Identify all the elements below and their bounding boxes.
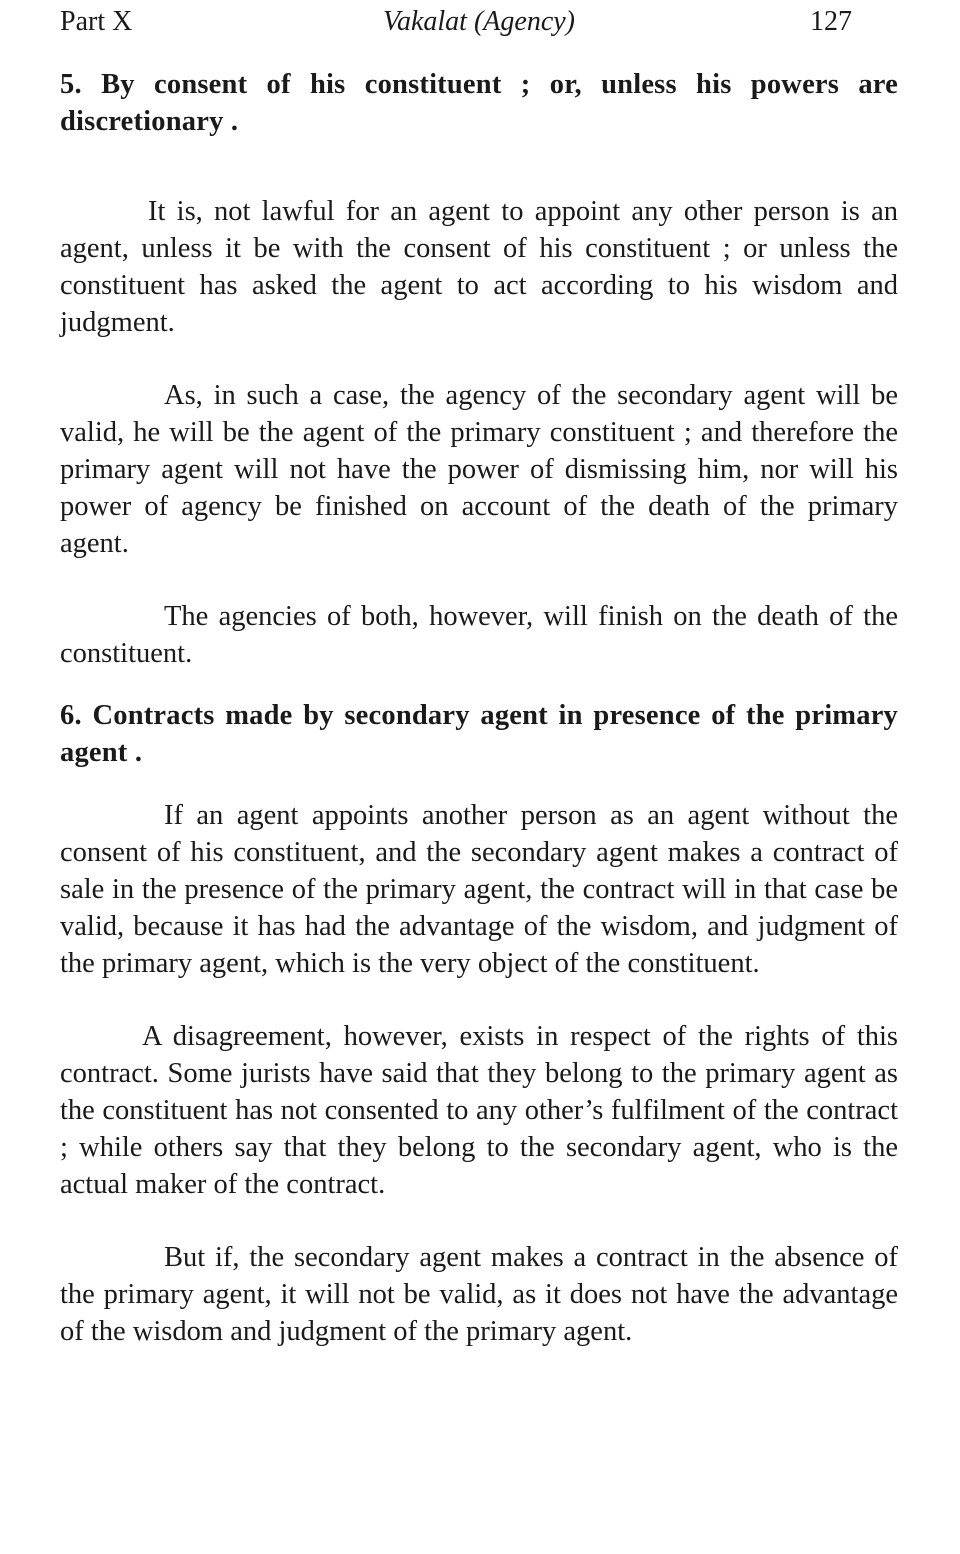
page-body	[60, 66, 898, 1350]
paragraph-6: But if, the secondary agent makes a contract in the absence of the primary agent, it will not be valid, as it does not have the advantage of the wisdom and judgment of the primary agent.	[60, 1242, 898, 1347]
section-heading-5: 5. By consent of his constituent ; or, unless his powers are discretionary .	[60, 69, 898, 137]
document-page	[60, 0, 898, 1554]
paragraph-5: A disagreement, however, exists in respect of the rights of this contract. Some jurists have said that they belong to the primary agent as the constituent has not consented to any other’s fulfilment of the contract ; while others say that they belong to the secondary agent, who is the actual maker of the contract.	[60, 1021, 898, 1200]
section-heading-6: 6. Contracts made by secondary agent in presence of the primary agent .	[60, 700, 898, 768]
running-title-main: Vakalat	[382, 6, 474, 37]
part-label: Part X	[60, 6, 133, 37]
running-title-paren: (Agency)	[473, 6, 576, 37]
page-number: 127	[810, 6, 852, 37]
running-title	[60, 4, 898, 40]
paragraph-2: As, in such a case, the agency of the secondary agent will be valid, he will be the agent of the primary constituent ; and therefore the primary agent will not have the power of dismissing him, nor will his power of agency be finished on account of the death of the primary agent.	[60, 380, 898, 559]
paragraph-4: If an agent appoints another person as an agent without the consent of his constituent, and the secondary agent makes a contract of sale in the presence of the primary agent, the contract will in that case be valid, because it has had the advantage of the wisdom, and judgment of the primary agent, which is the very object of the constituent.	[60, 800, 898, 979]
paragraph-1: It is, not lawful for an agent to appoint any other person is an agent, unless it be with the consent of his constituent ; or unless the constituent has asked the agent to act according to his wisdom and judgment.	[60, 196, 898, 338]
paragraph-3: The agencies of both, however, will finish on the death of the constituent.	[60, 601, 898, 669]
running-header	[60, 4, 898, 40]
